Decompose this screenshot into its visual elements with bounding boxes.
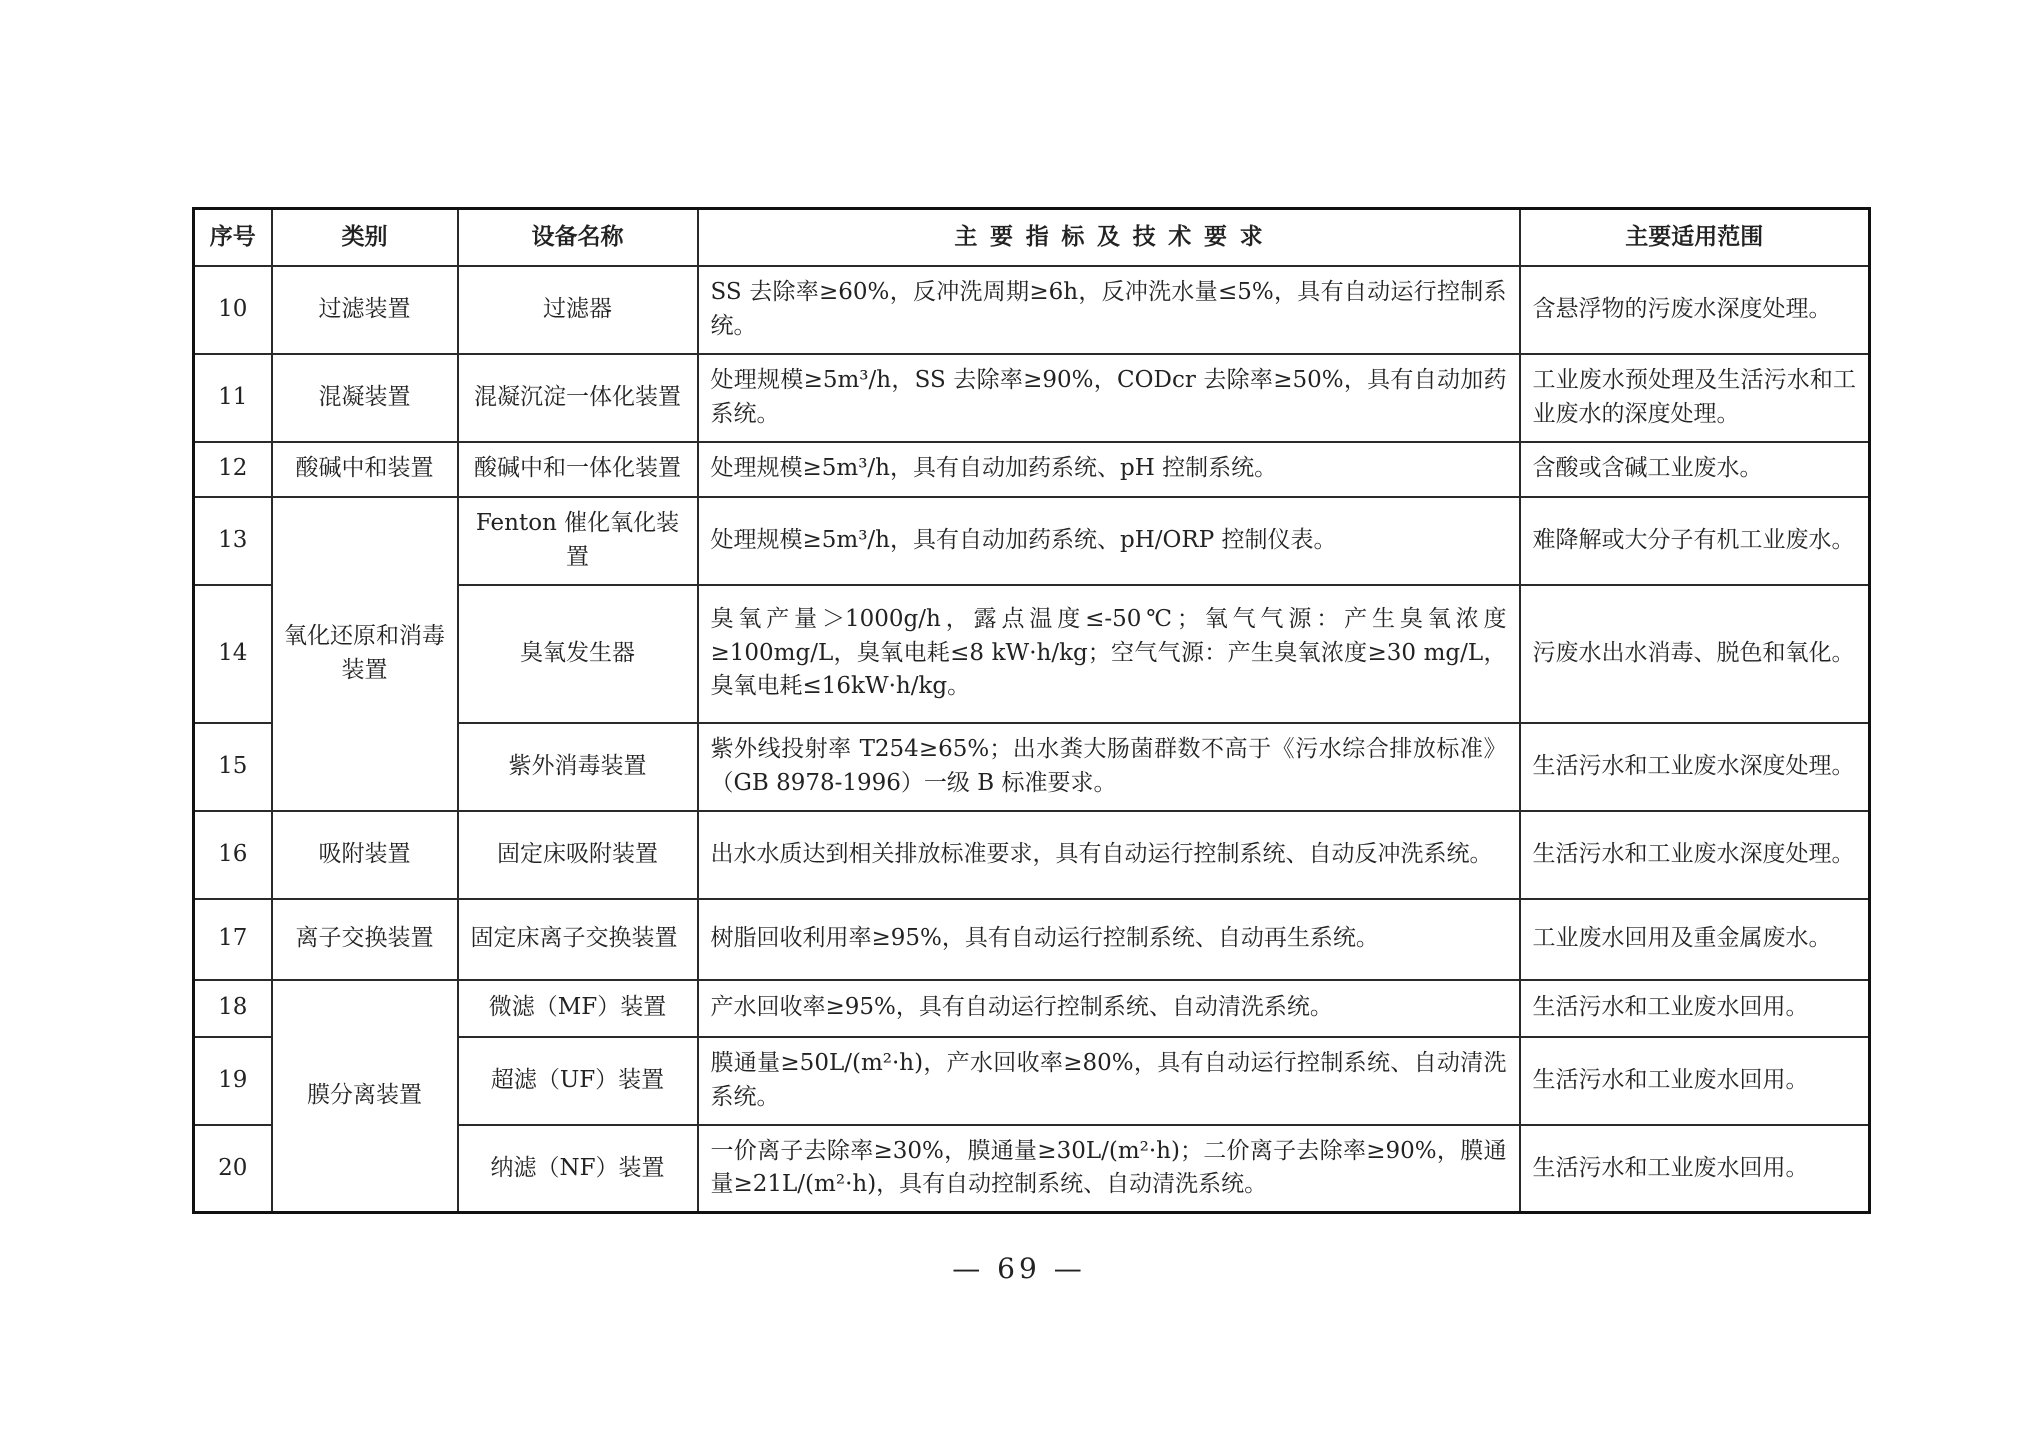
table-row <box>194 497 1870 585</box>
row-category: 过滤装置 <box>272 266 458 354</box>
header-scope: 主要适用范围 <box>1520 209 1870 266</box>
row-no: 20 <box>194 1125 272 1213</box>
table-row <box>194 980 1870 1037</box>
row-no: 15 <box>194 723 272 811</box>
row-no: 18 <box>194 980 272 1037</box>
row-scope: 工业废水回用及重金属废水。 <box>1520 899 1870 980</box>
row-equipment: 臭氧发生器 <box>458 585 698 723</box>
header-no: 序号 <box>194 209 272 266</box>
row-requirements: SS 去除率≥60%，反冲洗周期≥6h，反冲洗水量≤5%，具有自动运行控制系统。 <box>698 266 1520 354</box>
page-number: — 69 — <box>952 1252 1086 1285</box>
table-header-row <box>194 209 1870 266</box>
row-no: 10 <box>194 266 272 354</box>
row-scope: 生活污水和工业废水深度处理。 <box>1520 811 1870 899</box>
row-scope: 生活污水和工业废水回用。 <box>1520 1037 1870 1125</box>
row-scope: 含悬浮物的污废水深度处理。 <box>1520 266 1870 354</box>
row-category: 离子交换装置 <box>272 899 458 980</box>
row-no: 14 <box>194 585 272 723</box>
table-row <box>194 899 1870 980</box>
row-equipment: 超滤（UF）装置 <box>458 1037 698 1125</box>
row-scope: 难降解或大分子有机工业废水。 <box>1520 497 1870 585</box>
row-scope: 含酸或含碱工业废水。 <box>1520 442 1870 497</box>
header-equipment: 设备名称 <box>458 209 698 266</box>
row-requirements: 处理规模≥5m³/h，SS 去除率≥90%，CODcr 去除率≥50%，具有自动加药系统。 <box>698 354 1520 442</box>
table-row <box>194 266 1870 354</box>
row-scope: 生活污水和工业废水深度处理。 <box>1520 723 1870 811</box>
row-equipment: 纳滤（NF）装置 <box>458 1125 698 1213</box>
row-requirements: 处理规模≥5m³/h，具有自动加药系统、pH/ORP 控制仪表。 <box>698 497 1520 585</box>
row-category: 吸附装置 <box>272 811 458 899</box>
row-requirements: 树脂回收利用率≥95%，具有自动运行控制系统、自动再生系统。 <box>698 899 1520 980</box>
row-equipment: 固定床吸附装置 <box>458 811 698 899</box>
row-requirements: 臭氧产量＞1000g/h，露点温度≤-50℃；氧气气源：产生臭氧浓度≥100mg/L，臭氧电耗≤8 kW·h/kg；空气气源：产生臭氧浓度≥30 mg/L，臭氧电耗≤16kW·h/kg。 <box>698 585 1520 723</box>
row-scope: 工业废水预处理及生活污水和工业废水的深度处理。 <box>1520 354 1870 442</box>
row-requirements: 出水水质达到相关排放标准要求，具有自动运行控制系统、自动反冲洗系统。 <box>698 811 1520 899</box>
row-no: 11 <box>194 354 272 442</box>
row-requirements: 处理规模≥5m³/h，具有自动加药系统、pH 控制系统。 <box>698 442 1520 497</box>
row-equipment: 微滤（MF）装置 <box>458 980 698 1037</box>
row-equipment: 固定床离子交换装置 <box>458 899 698 980</box>
equipment-table <box>192 207 1871 1214</box>
row-requirements: 产水回收率≥95%，具有自动运行控制系统、自动清洗系统。 <box>698 980 1520 1037</box>
row-scope: 污废水出水消毒、脱色和氧化。 <box>1520 585 1870 723</box>
row-no: 12 <box>194 442 272 497</box>
table-row <box>194 811 1870 899</box>
row-no: 17 <box>194 899 272 980</box>
table-row <box>194 354 1870 442</box>
row-scope: 生活污水和工业废水回用。 <box>1520 1125 1870 1213</box>
row-requirements: 紫外线投射率 T254≥65%；出水粪大肠菌群数不高于《污水综合排放标准》（GB 8978-1996）一级 B 标准要求。 <box>698 723 1520 811</box>
row-no: 13 <box>194 497 272 585</box>
header-requirements: 主要指标及技术要求 <box>698 209 1520 266</box>
row-category: 酸碱中和装置 <box>272 442 458 497</box>
row-category: 混凝装置 <box>272 354 458 442</box>
row-equipment: 紫外消毒装置 <box>458 723 698 811</box>
row-equipment: Fenton 催化氧化装置 <box>458 497 698 585</box>
row-equipment: 混凝沉淀一体化装置 <box>458 354 698 442</box>
row-requirements: 一价离子去除率≥30%，膜通量≥30L/(m²·h)；二价离子去除率≥90%，膜通量≥21L/(m²·h)，具有自动控制系统、自动清洗系统。 <box>698 1125 1520 1213</box>
row-equipment: 过滤器 <box>458 266 698 354</box>
row-equipment: 酸碱中和一体化装置 <box>458 442 698 497</box>
row-no: 19 <box>194 1037 272 1125</box>
table-row <box>194 442 1870 497</box>
row-category: 膜分离装置 <box>272 980 458 1213</box>
header-category: 类别 <box>272 209 458 266</box>
row-scope: 生活污水和工业废水回用。 <box>1520 980 1870 1037</box>
row-no: 16 <box>194 811 272 899</box>
row-category: 氧化还原和消毒装置 <box>272 497 458 811</box>
row-requirements: 膜通量≥50L/(m²·h)，产水回收率≥80%，具有自动运行控制系统、自动清洗系统。 <box>698 1037 1520 1125</box>
